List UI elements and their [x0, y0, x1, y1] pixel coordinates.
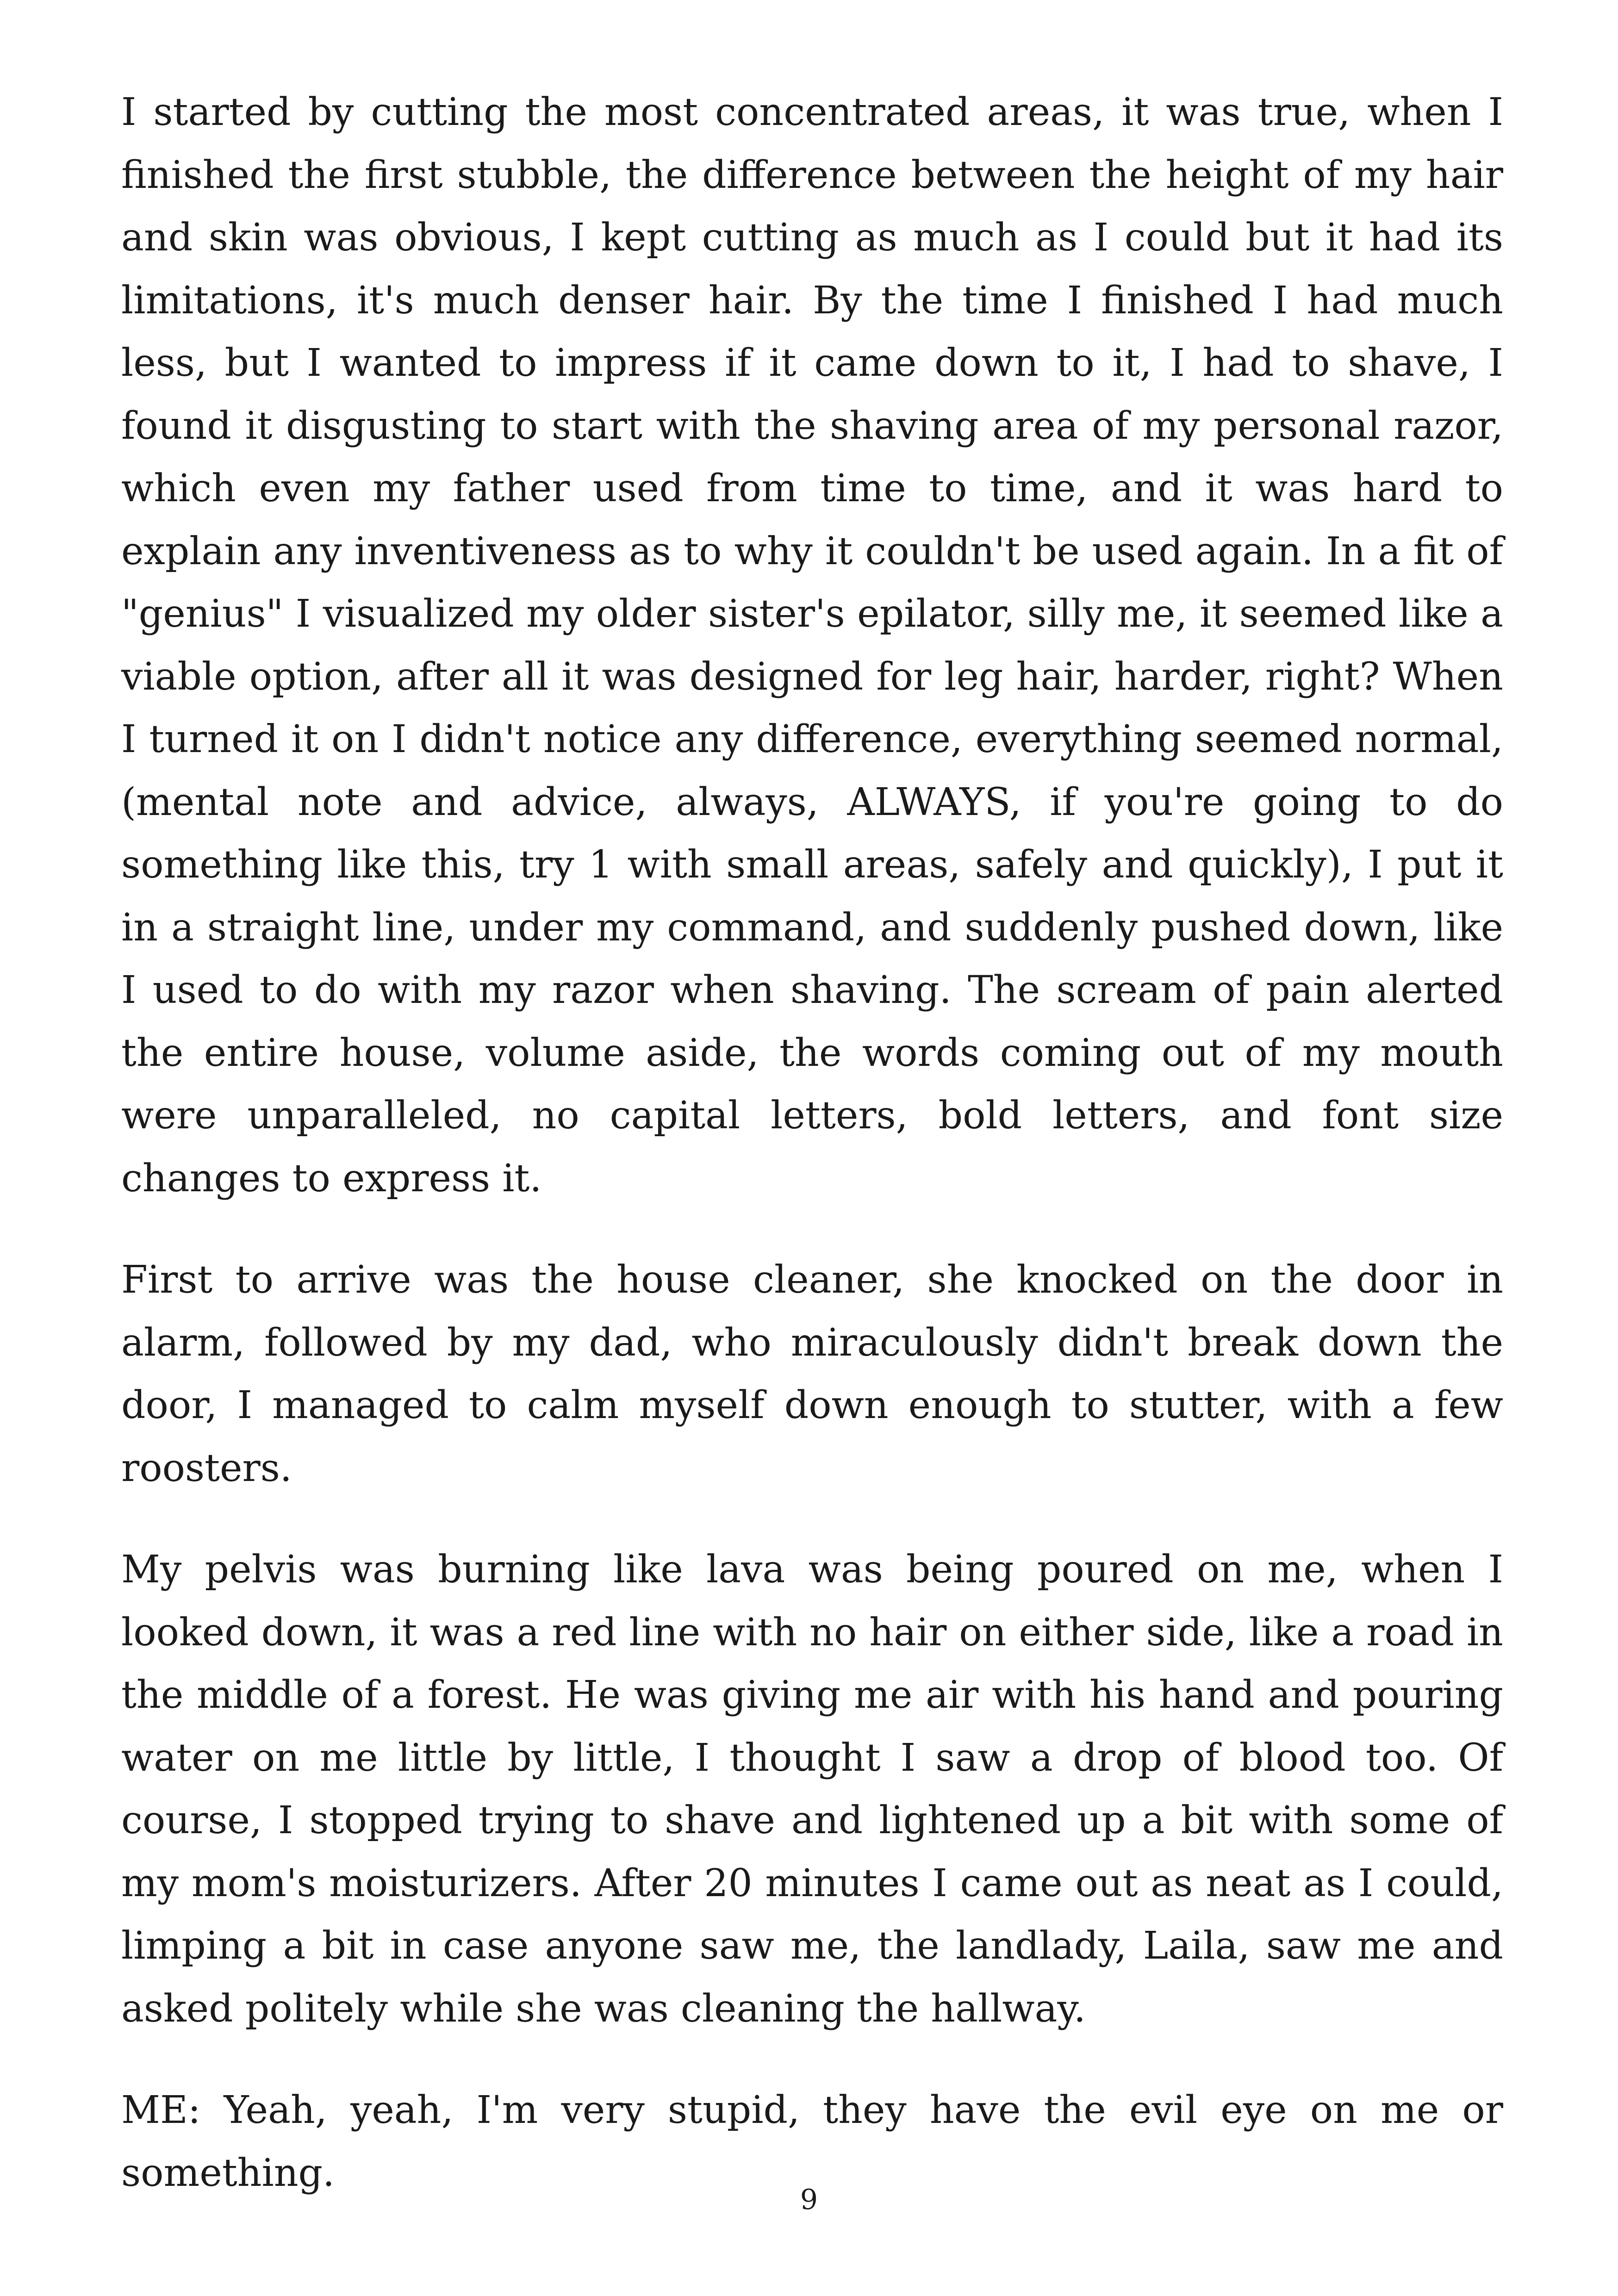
- page-number: 9: [800, 2184, 818, 2216]
- body-text: [121, 81, 1503, 2243]
- paragraph-4: ME: Yeah, yeah, I'm very stupid, they have the evil eye on me or something.: [121, 2088, 1503, 2195]
- paragraph-2: First to arrive was the house cleaner, she knocked on the door in alarm, followed by my dad, who miraculously didn't break down the door, I managed to calm myself down enough to stutter, with a few roosters.: [121, 1258, 1503, 1490]
- paragraph-1: I started by cutting the most concentrated areas, it was true, when I finished the first stubble, the difference between the height of my hair and skin was obvious, I kept cutting as much as I could but it had its limitations, it's much denser hair. By the time I finished I had much less, but I wanted to impress if it came down to it, I had to shave, I found it disgusting to start with the shaving area of my personal razor, which even my father used from time to time, and it was hard to explain any inventiveness as to why it couldn't be used again. In a fit of "genius" I visualized my older sister's epilator, silly me, it seemed like a viable option, after all it was designed for leg hair, harder, right? When I turned it on I didn't notice any difference, everything seemed normal, (mental note and advice, always, ALWAYS, if you're going to do something like this, try 1 with small areas, safely and quickly), I put it in a straight line, under my command, and suddenly pushed down, like I used to do with my razor when shaving. The scream of pain alerted the entire house, volume aside, the words coming out of my mouth were unparalleled, no capital letters, bold letters, and font size changes to express it.: [121, 90, 1503, 1201]
- paragraph-3: My pelvis was burning like lava was being poured on me, when I looked down, it was a red line with no hair on either side, like a road in the middle of a forest. He was giving me air with his hand and pouring water on me little by little, I thought I saw a drop of blood too. Of course, I stopped trying to shave and lightened up a bit with some of my mom's moisturizers. After 20 minutes I came out as neat as I could, limping a bit in case anyone saw me, the landlady, Laila, saw me and asked politely while she was cleaning the hallway.: [121, 1548, 1503, 2031]
